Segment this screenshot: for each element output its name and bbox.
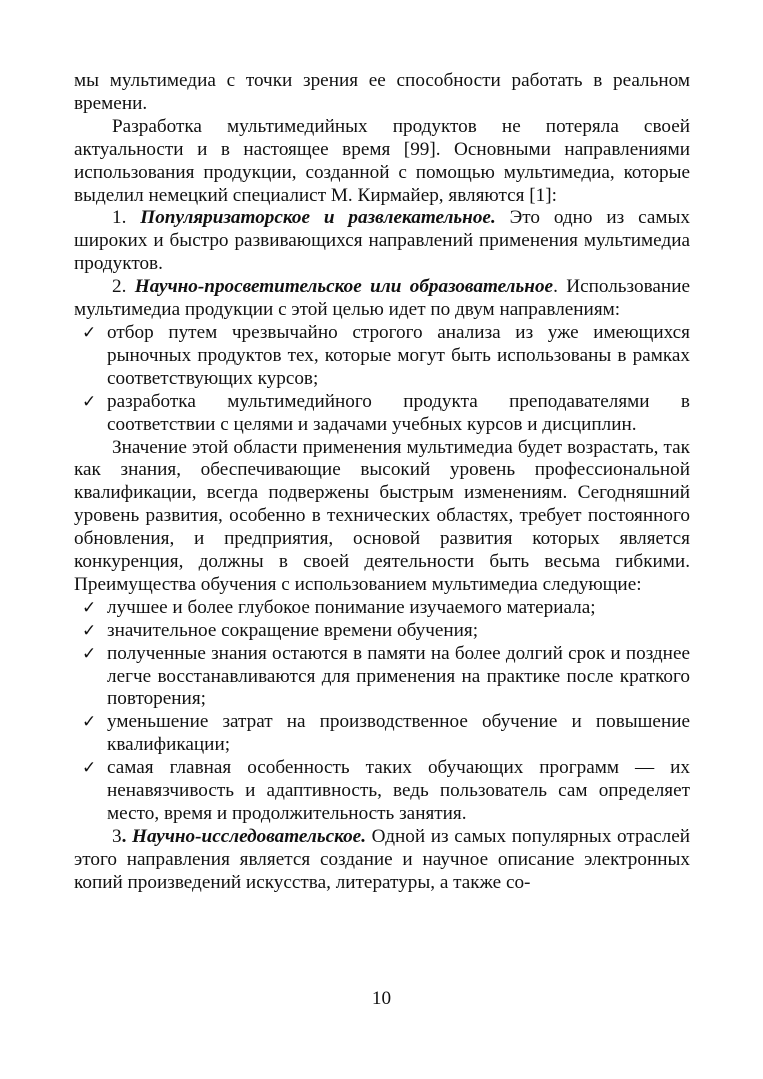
list-item — [74, 597, 690, 620]
page-body — [74, 70, 690, 895]
paragraph-intro: Разработка мультимедийных продуктов не потеряла своей актуальности и в настоящее время [99]. Основными направлениями использования продукции, созданной с помощью мультимедиа, которые выделил немецкий специалист М. Кирмайер, являются [1]: — [74, 115, 690, 206]
list-item-text: уменьшение затрат на производственное обучение и повышение квалификации; — [107, 711, 690, 756]
list-item — [74, 620, 690, 643]
item-2-text: . Использование мультимедиа продукции с этой целью идет по двум направлениям: — [74, 276, 690, 321]
item-1 — [74, 207, 690, 276]
list-item — [74, 711, 690, 757]
check-icon: ✓ — [82, 322, 97, 343]
item-2-title: Научно-просветительское или образовательное — [134, 276, 554, 298]
item-3-text: Одной из самых популярных отраслей этого направления является создание и научное описание электронных копий произведений искусства, литературы, а также со- — [74, 825, 690, 893]
list-item-text: значительное сокращение времени обучения; — [107, 619, 479, 641]
item-3-number: 3 — [112, 825, 122, 847]
item-2-number: 2. — [112, 276, 135, 298]
item-3-title: Научно-исследовательское. — [132, 825, 366, 847]
list-item-text: разработка мультимедийного продукта преподавателями в соответствии с целями и задачами учебных курсов и дисциплин. — [107, 390, 690, 435]
paragraph-continuation: мы мультимедиа с точки зрения ее способности работать в реальном времени. — [74, 70, 690, 114]
item-1-number: 1. — [112, 207, 141, 229]
item-2 — [74, 276, 690, 322]
list-item — [74, 391, 690, 437]
checklist-advantages — [74, 597, 690, 826]
check-icon: ✓ — [82, 620, 97, 641]
list-item — [74, 322, 690, 391]
check-icon: ✓ — [82, 391, 97, 412]
check-icon: ✓ — [82, 758, 97, 779]
item-3-number-dot: . — [121, 825, 133, 847]
paragraph-significance: Значение этой области применения мультимедиа будет возрастать, так как знания, обеспечивающие высокий уровень профессиональной квалификации, всегда подвержены быстрым изменениям. Сегодняшний уровень развития, особенно в технических областях, требует постоянного обновления, и предприятия, основой развития которых является конкуренция, должны в своей деятельности быть весьма гибкими. Преимущества обучения с использованием мультимедиа следующие: — [74, 436, 690, 595]
list-item-text: лучшее и более глубокое понимание изучаемого материала; — [107, 596, 596, 618]
page-number: 10 — [371, 988, 392, 1009]
list-item — [74, 757, 690, 826]
list-item-text: самая главная особенность таких обучающих программ — их ненавязчивость и адаптивность, ведь пользователь сам определяет место, время и продолжительность занятия. — [107, 757, 690, 824]
list-item-text: отбор путем чрезвычайно строгого анализа из уже имеющихся рыночных продуктов тех, которые могут быть использованы в рамках соответствующих курсов; — [107, 321, 690, 389]
checklist-directions — [74, 322, 690, 437]
item-1-text: Это одно из самых широких и быстро развивающихся направлений применения мультимедиа продуктов. — [74, 207, 690, 275]
list-item-text: полученные знания остаются в памяти на более долгий срок и позднее легче восстанавливаются для применения на практике после краткого повторения; — [107, 642, 690, 710]
item-1-title: Популяризаторское и развлекательное. — [140, 207, 496, 229]
list-item — [74, 643, 690, 712]
check-icon: ✓ — [82, 712, 97, 733]
check-icon: ✓ — [82, 643, 97, 664]
check-icon: ✓ — [82, 597, 97, 618]
item-3 — [74, 826, 690, 895]
